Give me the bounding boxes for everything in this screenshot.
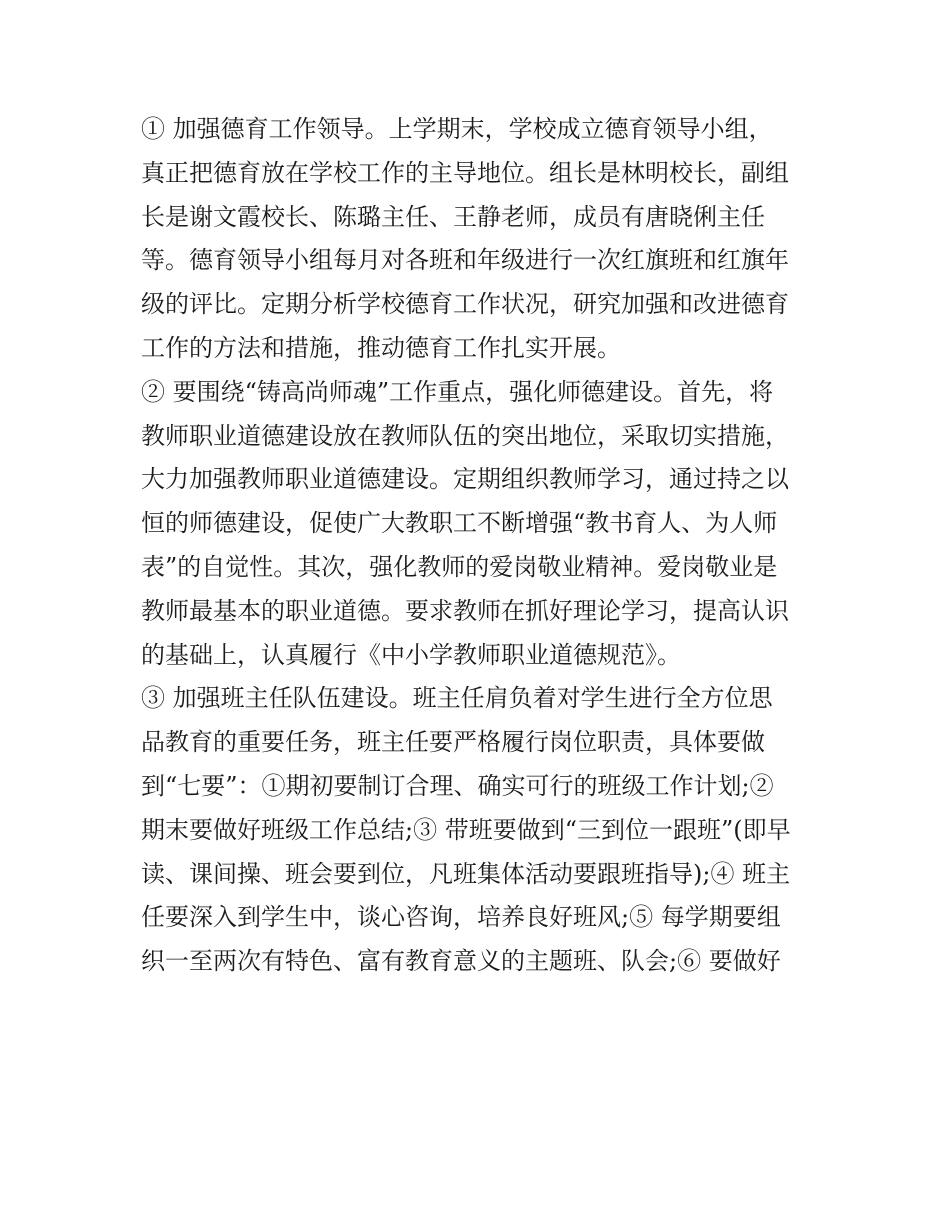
text-line: 教师最基本的职业道德。要求教师在抓好理论学习，提高认识	[141, 596, 789, 625]
text-line: 到“七要”：①期初要制订合理、确实可行的班级工作计划;②	[141, 771, 774, 800]
text-line: 长是谢文霞校长、陈璐主任、王静老师，成员有唐晓俐主任	[141, 202, 765, 231]
text-line: 真正把德育放在学校工作的主导地位。组长是林明校长，副组	[141, 158, 789, 187]
text-line: 的基础上，认真履行《中小学教师职业道德规范》。	[141, 640, 681, 669]
text-line: ② 要围绕“铸高尚师魂”工作重点，强化师德建设。首先，将	[141, 377, 774, 406]
text-line: 表”的自觉性。其次，强化教师的爱岗敬业精神。爱岗敬业是	[141, 552, 778, 581]
text-line: 期末要做好班级工作总结;③ 带班要做到“三到位一跟班”(即早	[141, 815, 791, 844]
text-line: 读、课间操、班会要到位，凡班集体活动要跟班指导);④ 班主	[141, 859, 791, 888]
text-line: ① 加强德育工作领导。上学期末，学校成立德育领导小组，	[141, 115, 773, 143]
text-line: 教师职业道德建设放在教师队伍的突出地位，采取切实措施，	[141, 421, 789, 450]
text-line: 工作的方法和措施，推动德育工作扎实开展。	[141, 333, 621, 362]
document-body	[141, 108, 831, 984]
text-line: 级的评比。定期分析学校德育工作状况，研究加强和改进德育	[141, 290, 789, 319]
text-line: ③ 加强班主任队伍建设。班主任肩负着对学生进行全方位思	[141, 684, 773, 713]
text-line: 恒的师德建设，促使广大教职工不断增强“教书育人、为人师	[141, 509, 778, 538]
text-line: 等。德育领导小组每月对各班和年级进行一次红旗班和红旗年	[141, 246, 789, 275]
text-line: 大力加强教师职业道德建设。定期组织教师学习，通过持之以	[141, 465, 789, 494]
text-line: 任要深入到学生中，谈心咨询，培养良好班风;⑤ 每学期要组	[141, 903, 781, 932]
text-line: 品教育的重要任务，班主任要严格履行岗位职责，具体要做	[141, 728, 765, 757]
text-line: 织一至两次有特色、富有教育意义的主题班、队会;⑥ 要做好	[141, 947, 781, 976]
